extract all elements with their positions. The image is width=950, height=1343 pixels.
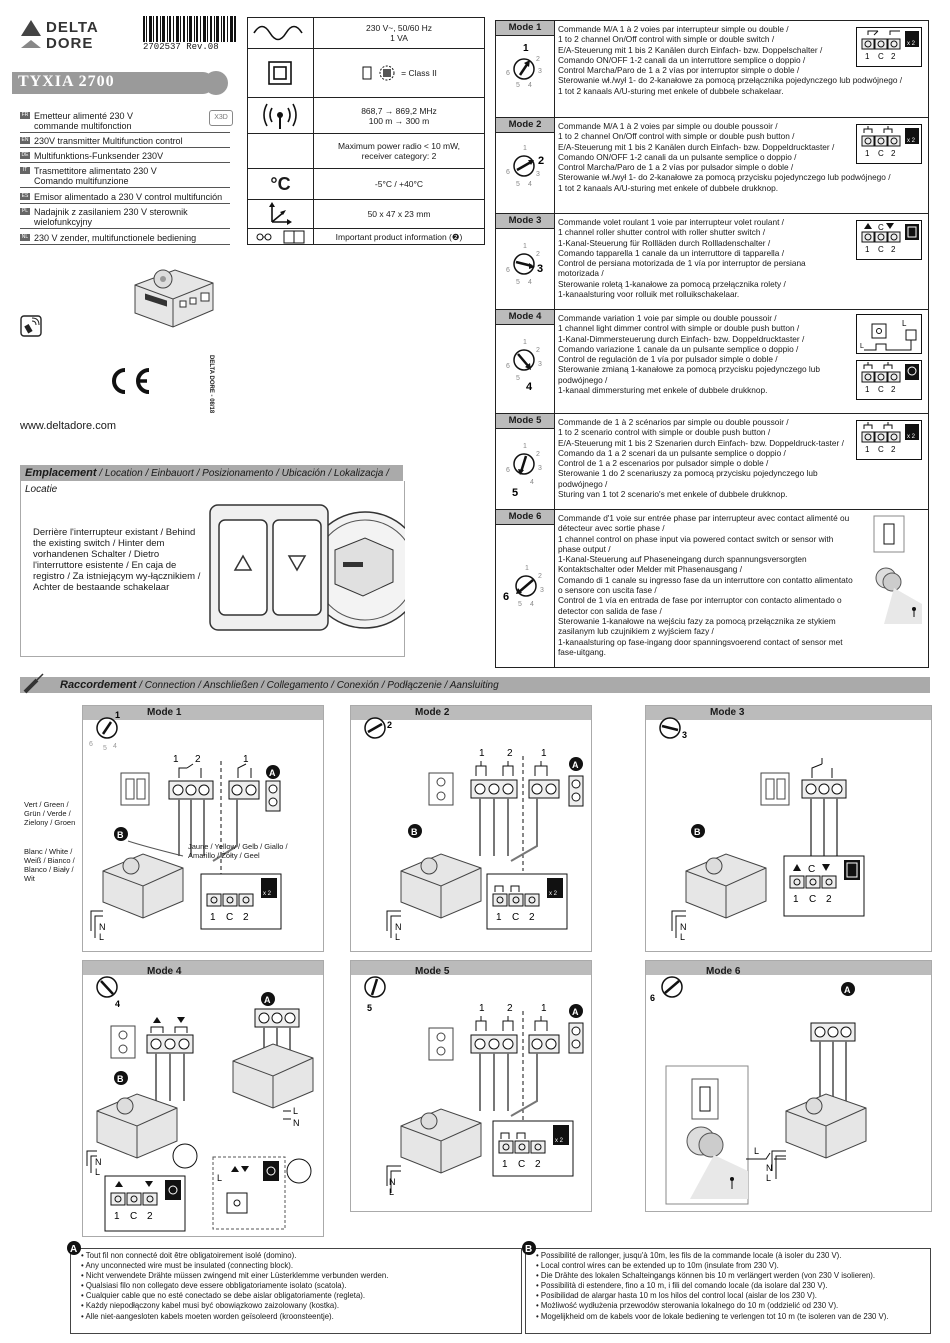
wiring-panel-mode-3 (645, 705, 932, 952)
svg-text:L: L (389, 1187, 395, 1197)
svg-text:1: 1 (541, 748, 547, 759)
location-heading-rest: / Location / Einbauort / Posizionamento / Ubicación / Lokalizacja / Locatie (25, 468, 389, 495)
product-illustration (125, 255, 220, 335)
svg-text:2: 2 (891, 445, 896, 454)
svg-text:B: B (117, 1074, 124, 1084)
svg-text:A: A (269, 768, 276, 778)
svg-text:C: C (878, 245, 884, 254)
svg-text:2: 2 (387, 720, 393, 730)
svg-text:C: C (809, 894, 817, 905)
svg-text:N: N (95, 1157, 102, 1167)
note-b-line-7: • Mogelijkheid om de kabels voor de lokale bediening te verlengen tot 10 m (te isoleren van de 230 V). (536, 1311, 889, 1321)
svg-text:N: N (766, 1163, 773, 1173)
note-b-line-5: • Posibilidad de alargar hasta 10 m los hilos del control local (aislar de los 230 V). (536, 1291, 817, 1301)
location-heading-main: Emplacement (25, 467, 97, 479)
wiring-mode-1-title: Mode 1 (147, 707, 182, 718)
wiring-mode-6-title: Mode 6 (706, 966, 741, 977)
svg-text:1: 1 (115, 710, 121, 720)
spec-manual-value: Important product information (❷) (335, 231, 463, 242)
svg-text:1: 1 (523, 443, 527, 450)
svg-text:3: 3 (536, 171, 540, 178)
wiring-mode-5-title: Mode 5 (415, 966, 450, 977)
svg-text:2: 2 (538, 573, 542, 580)
note-a-line-6: • Każdy niepodłączony kabel musi być obowiązkowo zaizolowany (kostka). (81, 1301, 339, 1311)
svg-text:1: 1 (210, 912, 216, 923)
svg-text:2: 2 (891, 245, 896, 254)
mode-4-label: Mode 4 (496, 310, 555, 325)
mode-3-label: Mode 3 (496, 214, 555, 229)
svg-text:3: 3 (538, 361, 542, 368)
mode-row-4 (496, 310, 928, 414)
note-b-line-6: • Możliwość wydłużenia przewodów sterowania lokalnego do 10 m (oddzielić od 230 V). (536, 1301, 839, 1311)
svg-text:1: 1 (479, 748, 485, 759)
lang-de: DE Multifunktions-Funksender 230V (20, 151, 230, 163)
ce-mark-icon (105, 366, 153, 396)
connection-heading-main: Raccordement (60, 679, 137, 691)
x3d-badge: X3D (209, 110, 233, 126)
svg-text:6: 6 (506, 70, 510, 77)
mode1-ch2-label: 2 (195, 754, 201, 765)
note-a-line-1: • Tout fil non connecté doit être obligatoirement isolé (domino). (81, 1251, 297, 1260)
lang-nl: NL 230 V zender, multifunctionele bediening (20, 233, 230, 245)
svg-text:5: 5 (103, 745, 107, 752)
temperature-icon: °C (248, 169, 314, 199)
class-ii-icon (248, 49, 313, 97)
svg-text:5: 5 (367, 1003, 373, 1013)
note-b-line-4: • Possibilità di estendere, fino a 10 m, i fili del comando locale (da isolare dal 230 V). (536, 1281, 828, 1291)
svg-text:1: 1 (523, 339, 527, 346)
svg-text:A: A (844, 985, 851, 995)
svg-text:B: B (525, 1244, 533, 1255)
mode-1-dial-icon (504, 41, 548, 101)
spec-class-value: = Class II (401, 68, 437, 78)
svg-text:1: 1 (865, 385, 870, 394)
svg-text:1: 1 (114, 1211, 120, 1222)
mode-6-sensor-diagram (864, 514, 924, 634)
svg-text:B: B (411, 827, 418, 837)
svg-text:4: 4 (113, 743, 117, 750)
svg-text:6: 6 (89, 741, 93, 748)
lang-es: ES Emisor alimentado a 230 V control multifunción (20, 192, 230, 204)
lang-it: IT Trasmettitore alimentato 230 V Comando multifunzione (20, 166, 230, 188)
svg-text:2: 2 (538, 155, 545, 167)
remote-control-icon (20, 315, 42, 337)
svg-text:1: 1 (541, 1003, 547, 1014)
side-code: DELTA DORE - 08/18 (208, 355, 214, 414)
screwdriver-icon (22, 671, 46, 695)
mode-3-text: Commande volet roulant 1 voie par interrupteur volet roulant / 1 channel roller shutter control with roller shutter switch / 1-Kanal-Steuerung für Rollläden durch Rollladenschalter / Comando tapparella 1 canale da un interruttore di tapparella / Control de persiana motorizada de 1 vía por interruptor de persiana motorizada / Sterowanie roletą 1-kanałowe za pomocą przełącznika rolety / 1-kanaalsturing voor rolluik met rolluikschakelaar. (558, 217, 806, 300)
svg-text:C: C (130, 1211, 138, 1222)
svg-text:3: 3 (538, 465, 542, 472)
svg-text:1: 1 (865, 445, 870, 454)
svg-text:1: 1 (496, 912, 502, 923)
svg-text:1: 1 (865, 149, 870, 158)
svg-text:2: 2 (536, 451, 540, 458)
svg-text:2: 2 (507, 748, 513, 759)
svg-text:C: C (808, 864, 816, 875)
mode-1-switch-diagram (856, 27, 922, 67)
module-icon (103, 854, 183, 918)
svg-text:6: 6 (506, 169, 510, 176)
svg-text:1: 1 (523, 243, 527, 250)
svg-text:4: 4 (528, 279, 532, 286)
mode-row-6 (496, 510, 928, 667)
brand-line1: DELTA (46, 19, 99, 36)
lang-fr: FR Emetteur alimenté 230 V commande multifonction (20, 111, 230, 133)
svg-text:4: 4 (115, 999, 121, 1009)
svg-text:2: 2 (891, 52, 896, 61)
svg-text:L: L (860, 343, 864, 350)
location-illustration (205, 490, 405, 650)
svg-text:2: 2 (826, 894, 832, 905)
svg-text:L: L (99, 932, 105, 942)
mode-row-2 (496, 118, 928, 214)
spec-radio-value: 868,7 → 869,2 MHz 100 m → 300 m (361, 105, 437, 126)
note-a-line-2: • Any unconnected wire must be insulated (connecting block). (81, 1261, 294, 1271)
svg-text:L: L (766, 1173, 772, 1183)
mode-6-dial-icon (502, 560, 550, 620)
svg-text:3: 3 (537, 263, 544, 275)
svg-text:5: 5 (516, 279, 520, 286)
wiring-mode-2-title: Mode 2 (415, 707, 450, 718)
note-a-box (70, 1248, 522, 1334)
mode-5-scenario-diagram (856, 420, 922, 460)
spec-power-value: 230 V~, 50/60 Hz 1 VA (366, 23, 432, 43)
note-a-marker-icon (66, 1240, 82, 1256)
svg-text:3: 3 (682, 730, 688, 740)
svg-text:x 2: x 2 (263, 891, 272, 897)
note-b-line-3: • Die Drähte des lokalen Schalteingangs können bis 10 m verlängert werden (von 230 V isolieren). (536, 1271, 876, 1281)
svg-text:2: 2 (147, 1211, 153, 1222)
lang-pl: PL Nadajnik z zasilaniem 230 V sterownik wielofunkcyjny (20, 207, 230, 229)
svg-text:5: 5 (516, 82, 520, 89)
note-b-line-1: • Possibilité de rallonger, jusqu'à 10m, les fils de la commande locale (à isoler du 230 V). (536, 1251, 842, 1260)
wiring-panel-mode-6 (645, 960, 932, 1212)
svg-text:1: 1 (525, 565, 529, 572)
svg-text:4: 4 (526, 381, 533, 393)
svg-text:6: 6 (503, 591, 510, 603)
svg-text:1: 1 (479, 1003, 485, 1014)
mode-1-label: Mode 1 (496, 21, 555, 36)
svg-text:5: 5 (516, 181, 520, 188)
svg-text:4: 4 (530, 479, 534, 486)
svg-text:2: 2 (529, 912, 535, 923)
svg-text:B: B (694, 827, 701, 837)
svg-text:x 2: x 2 (907, 41, 916, 47)
svg-text:1: 1 (865, 245, 870, 254)
note-b-box (525, 1248, 931, 1334)
mode-row-3 (496, 214, 928, 310)
mode-3-dial-icon (504, 238, 552, 298)
svg-text:x 2: x 2 (907, 138, 916, 144)
mode-1-text: Commande M/A 1 à 2 voies par interrupteur simple ou double / 1 to 2 channel On/Off control with simple or double switch / E/A-Steuerung mit 1 bis 2 Kanälen durch Einfach- bzw. Doppelschalter / Comando ON/OFF 1-2 canali da un interruttore semplice o doppio / Control Marcha/Paro de 1 a 2 vías por interruptor simple o doble / Sterowanie wł./wył 1- do 2-kanałowe za pomocą przełącznika pojedynczego lub podwójnego / 1 tot 2 kanaals A/U-sturing met enkele of dubbele schakelaar. (558, 24, 903, 96)
wiring-mode-4-title: Mode 4 (147, 966, 182, 977)
svg-text:C: C (512, 912, 520, 923)
mode-2-dial-icon (504, 140, 552, 200)
svg-text:2: 2 (243, 912, 249, 923)
svg-text:L: L (754, 1146, 760, 1156)
svg-text:A: A (572, 1007, 579, 1017)
svg-text:A: A (70, 1244, 78, 1255)
svg-text:L: L (902, 319, 907, 328)
mode-5-dial-icon (504, 438, 552, 508)
svg-text:2: 2 (891, 149, 896, 158)
svg-text:5: 5 (512, 487, 519, 499)
mode-6-label: Mode 6 (496, 510, 555, 525)
mode-4-dimmer-diagram-b (856, 360, 922, 400)
svg-text:x 2: x 2 (907, 434, 916, 440)
svg-text:C: C (518, 1159, 526, 1170)
svg-text:3: 3 (538, 68, 542, 75)
mode1-ch1-label: 1 (173, 754, 179, 765)
mode-row-1 (496, 21, 928, 118)
mode-4-text: Commande variation 1 voie par simple ou double poussoir / 1 channel light dimmer control with simple or double push button / 1-Kanal-Dimmersteuerung durch Einfach- bzw. Doppeldrucktaster / Comando variazione 1 canale da un pulsante semplice o doppio / Control de regulación de 1 vía por pulsador simple o doble / Sterowanie zmianą 1-kanałowe za pomocą przycisku pojedynczego lub podwójnego / 1-kanaal dimmersturing met enkele of dubbele drukknop. (558, 313, 820, 396)
barcode (143, 16, 238, 42)
svg-text:C: C (878, 385, 884, 394)
svg-text:1: 1 (502, 1159, 508, 1170)
svg-text:6: 6 (650, 993, 656, 1003)
note-a-line-4: • Qualsiasi filo non collegato deve essere obbligatoriamente isolato (scatola). (81, 1281, 347, 1291)
brand-logo (20, 16, 130, 61)
class-ii-switch-icon (361, 63, 401, 83)
mode-3-shutter-diagram (856, 220, 922, 260)
mode-2-pushbutton-diagram (856, 124, 922, 164)
svg-text:1: 1 (793, 894, 799, 905)
barcode-number: 2702537 Rev.08 (143, 42, 219, 52)
svg-text:N: N (99, 922, 106, 932)
wiring-mode-1-dial (89, 710, 120, 752)
mode-6-text: Commande d'1 voie sur entrée phase par interrupteur avec contact alimenté ou détecteur avec sortie phase / 1 channel control on phase input via powered contact switch or sensor with phase output / 1-Kanal-Steuerung auf Phaseneingang durch spannungsversorgten Kontaktschalter oder Melder mit Phasenausgang / Comando di 1 canale su ingresso fase da un interruttore con contatto alimentato o sensore con uscita fase / Control de 1 vía en entrada de fase por interruptor con contacto alimentado o detector con salida de fase / Sterowanie 1-kanałowe na wejściu fazy za pomocą przełącznika ze stykiem zasilanym lub czujnikiem z wyjściem fazy / 1-kanaalsturing op fase-ingang door spanningsvoerend contact of sensor met fase-uitgang. (558, 513, 853, 657)
wiring-panel-mode-2 (350, 705, 592, 952)
svg-text:L: L (95, 1167, 101, 1177)
product-title: TYXIA 2700 (18, 73, 115, 90)
location-heading (20, 465, 403, 495)
svg-text:L: L (217, 1173, 223, 1183)
spec-class-cell (314, 49, 484, 97)
wiring-mode-3-title: Mode 3 (710, 707, 745, 718)
svg-text:5: 5 (516, 375, 520, 382)
svg-text:2: 2 (536, 56, 540, 63)
svg-text:C: C (878, 52, 884, 61)
svg-text:4: 4 (528, 82, 532, 89)
mode-4-dial-icon (504, 334, 552, 404)
svg-text:N: N (395, 922, 402, 932)
wiring-panel-mode-5 (350, 960, 592, 1212)
svg-text:2: 2 (891, 385, 896, 394)
svg-text:N: N (389, 1177, 396, 1187)
mode-5-label: Mode 5 (496, 414, 555, 429)
svg-text:6: 6 (506, 267, 510, 274)
svg-text:2: 2 (536, 347, 540, 354)
mode-5-text: Commande de 1 à 2 scénarios par simple ou double poussoir / 1 to 2 scenario control with simple or double push button / E/A-Steuerung mit 1 bis 2 Szenarien durch Einfach- bzw. Doppeldruck-taster / Comando da 1 a 2 scenari da un pulsante semplice o doppio / Control de 1 a 2 escenarios por pulsador simple o doble / Sterowanie 1 do 2 scenariuszy za pomocą przycisku pojedynczego lub podwójnego / Sturing van 1 tot 2 scenario's met enkele of dubbele drukknop. (558, 417, 844, 500)
spec-dimensions-value: 50 x 47 x 23 mm (367, 209, 431, 219)
svg-text:N: N (293, 1118, 300, 1128)
note-a-line-7: • Alle niet-aangesloten kabels moeten worden geïsoleerd (kroonsteentje). (81, 1311, 334, 1321)
svg-text:A: A (264, 995, 271, 1005)
svg-text:2: 2 (535, 1159, 541, 1170)
svg-text:6: 6 (506, 467, 510, 474)
svg-text:A: A (572, 760, 579, 770)
svg-text:L: L (680, 932, 686, 942)
spec-row-radio (248, 98, 484, 134)
radio-icon (248, 98, 313, 133)
manual-icon (248, 229, 313, 244)
wiring-panel-mode-4 (82, 960, 324, 1237)
delta-logo-icon (20, 18, 42, 50)
svg-text:L: L (293, 1106, 299, 1116)
wire-yellow-label: Jaune / Yellow / Gelb / Giallo / Amarillo / Żółty / Geel (188, 842, 288, 860)
mode-4-dimmer-diagram-a (856, 314, 922, 354)
spec-row-maxpower (248, 134, 484, 169)
svg-text:C: C (226, 912, 234, 923)
note-b-marker-icon (521, 1240, 537, 1256)
note-a-line-5: • Cualquier cable que no esté conectado se debe aislar obligatoriamente (regleta). (81, 1291, 366, 1301)
spec-temperature-value: -5°C / +40°C (374, 179, 424, 189)
connection-heading (20, 677, 930, 693)
spec-maxpower-value: Maximum power radio < 10 mW, receiver category: 2 (337, 141, 461, 161)
svg-text:2: 2 (536, 251, 540, 258)
svg-text:5: 5 (518, 601, 522, 608)
svg-text:x 2: x 2 (549, 891, 558, 897)
svg-text:C: C (878, 445, 884, 454)
note-b-line-2: • Local control wires can be extended up to 10m (insulate from 230 V). (536, 1261, 779, 1271)
svg-text:x 2: x 2 (555, 1138, 564, 1144)
svg-text:4: 4 (530, 601, 534, 608)
spec-row-dimensions (248, 200, 484, 229)
svg-text:C: C (878, 223, 884, 232)
svg-text:6: 6 (506, 363, 510, 370)
connection-heading-rest: / Connection / Anschließen / Collegamento / Conexión / Podłączenie / Aansluiting (136, 680, 499, 691)
lang-en: EN 230V transmitter Multifunction control (20, 136, 230, 148)
brand-line2: DORE (46, 35, 94, 52)
note-a-line-3: • Nicht verwendete Drähte müssen zwingend mit einer Lüsterklemme verbunden werden. (81, 1271, 389, 1281)
website: www.deltadore.com (20, 420, 116, 432)
mode-2-label: Mode 2 (496, 118, 555, 133)
spec-row-power (248, 18, 484, 49)
location-text: Derrière l'interrupteur existant / Behind the existing switch / Hinter dem vorhandenen Schalter / Dietro l'interruttore esistente / En caja de registro / Za istniejącym wy-łącznikiem / Achter de bestaande schakelaar (33, 527, 201, 593)
mode-row-5 (496, 414, 928, 510)
svg-text:1: 1 (865, 52, 870, 61)
svg-text:1: 1 (523, 145, 527, 152)
svg-text:1: 1 (243, 754, 249, 765)
svg-text:1: 1 (523, 43, 529, 54)
spec-row-temperature (248, 169, 484, 200)
ac-wave-icon (248, 18, 313, 48)
spec-row-class (248, 49, 484, 98)
wire-green-label: Vert / Green / Grün / Verde / Zielony / Groen (24, 800, 76, 827)
svg-text:3: 3 (540, 587, 544, 594)
svg-text:2: 2 (507, 1003, 513, 1014)
svg-text:B: B (117, 830, 124, 840)
mode-2-text: Commande M/A 1 à 2 voies par simple ou double poussoir / 1 to 2 channel On/Off control with simple or double push button / E/A-Steuerung mit 1 bis 2 Kanälen durch Einfach- bzw. Doppeldrucktaster / Comando ON/OFF 1-2 canali da un pulsante semplice o doppio / Control Marcha/Paro de 1 a 2 vías por pulsador simple o doble / Sterowanie wł./wył 1- do 2-kanałowe za pomocą przycisku pojedynczego lub podwójnego / 1 tot 2 kanaals A/U-sturing met enkele of dubbele drukknop. (558, 121, 891, 193)
spec-row-manual (248, 229, 484, 244)
wiring-panel-mode-1 (82, 705, 324, 952)
svg-text:N: N (680, 922, 687, 932)
title-bar-end (204, 71, 228, 95)
svg-text:C: C (878, 149, 884, 158)
dimensions-icon (248, 200, 313, 228)
svg-text:4: 4 (528, 181, 532, 188)
svg-text:L: L (395, 932, 401, 942)
mode-table (495, 20, 929, 668)
spec-table (247, 17, 485, 245)
wire-white-label: Blanc / White / Weiß / Bianco / Blanco / Biały / Wit (24, 847, 75, 883)
